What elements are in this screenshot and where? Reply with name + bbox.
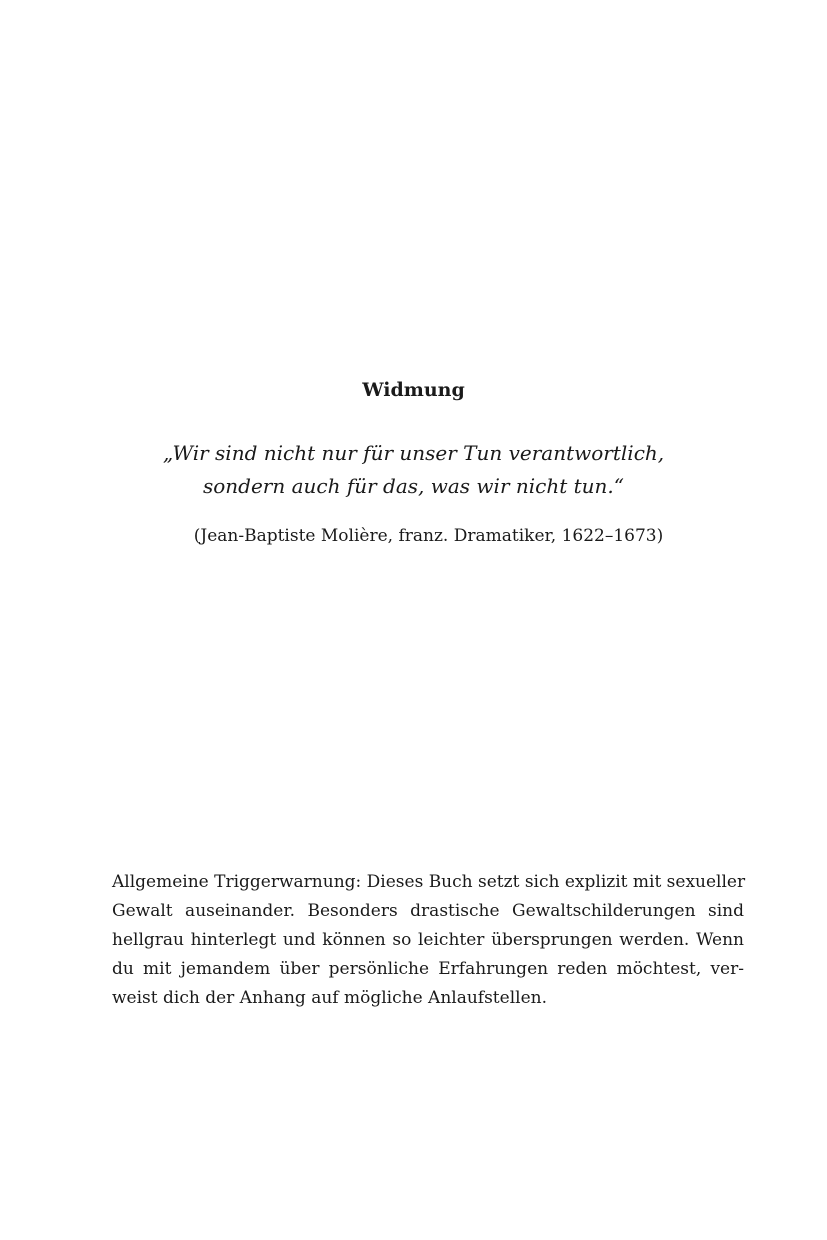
quote-line: sondern auch für das, was wir nicht tun.“: [202, 474, 624, 498]
trigger-warning-paragraph: [112, 868, 744, 1013]
warning-line: weist dich der Anhang auf mögliche Anlaufstellen.: [112, 988, 547, 1008]
warning-line: Allgemeine Triggerwarnung: Dieses Buch setzt sich explizit mit sexueller: [112, 872, 746, 892]
dedication-quote: [0, 437, 827, 503]
quote-line: „Wir sind nicht nur für unser Tun verantwortlich,: [162, 441, 665, 465]
warning-line: du mit jemandem über persönliche Erfahrungen reden möchtest, ver-: [112, 959, 744, 979]
warning-line: hellgrau hinterlegt und können so leichter übersprungen werden. Wenn: [112, 930, 744, 950]
dedication-title: Widmung: [362, 379, 465, 401]
warning-line: Gewalt auseinander. Besonders drastische Gewaltschilderungen sind: [112, 901, 744, 921]
quote-attribution: (Jean-Baptiste Molière, franz. Dramatiker, 1622–1673): [193, 526, 664, 546]
